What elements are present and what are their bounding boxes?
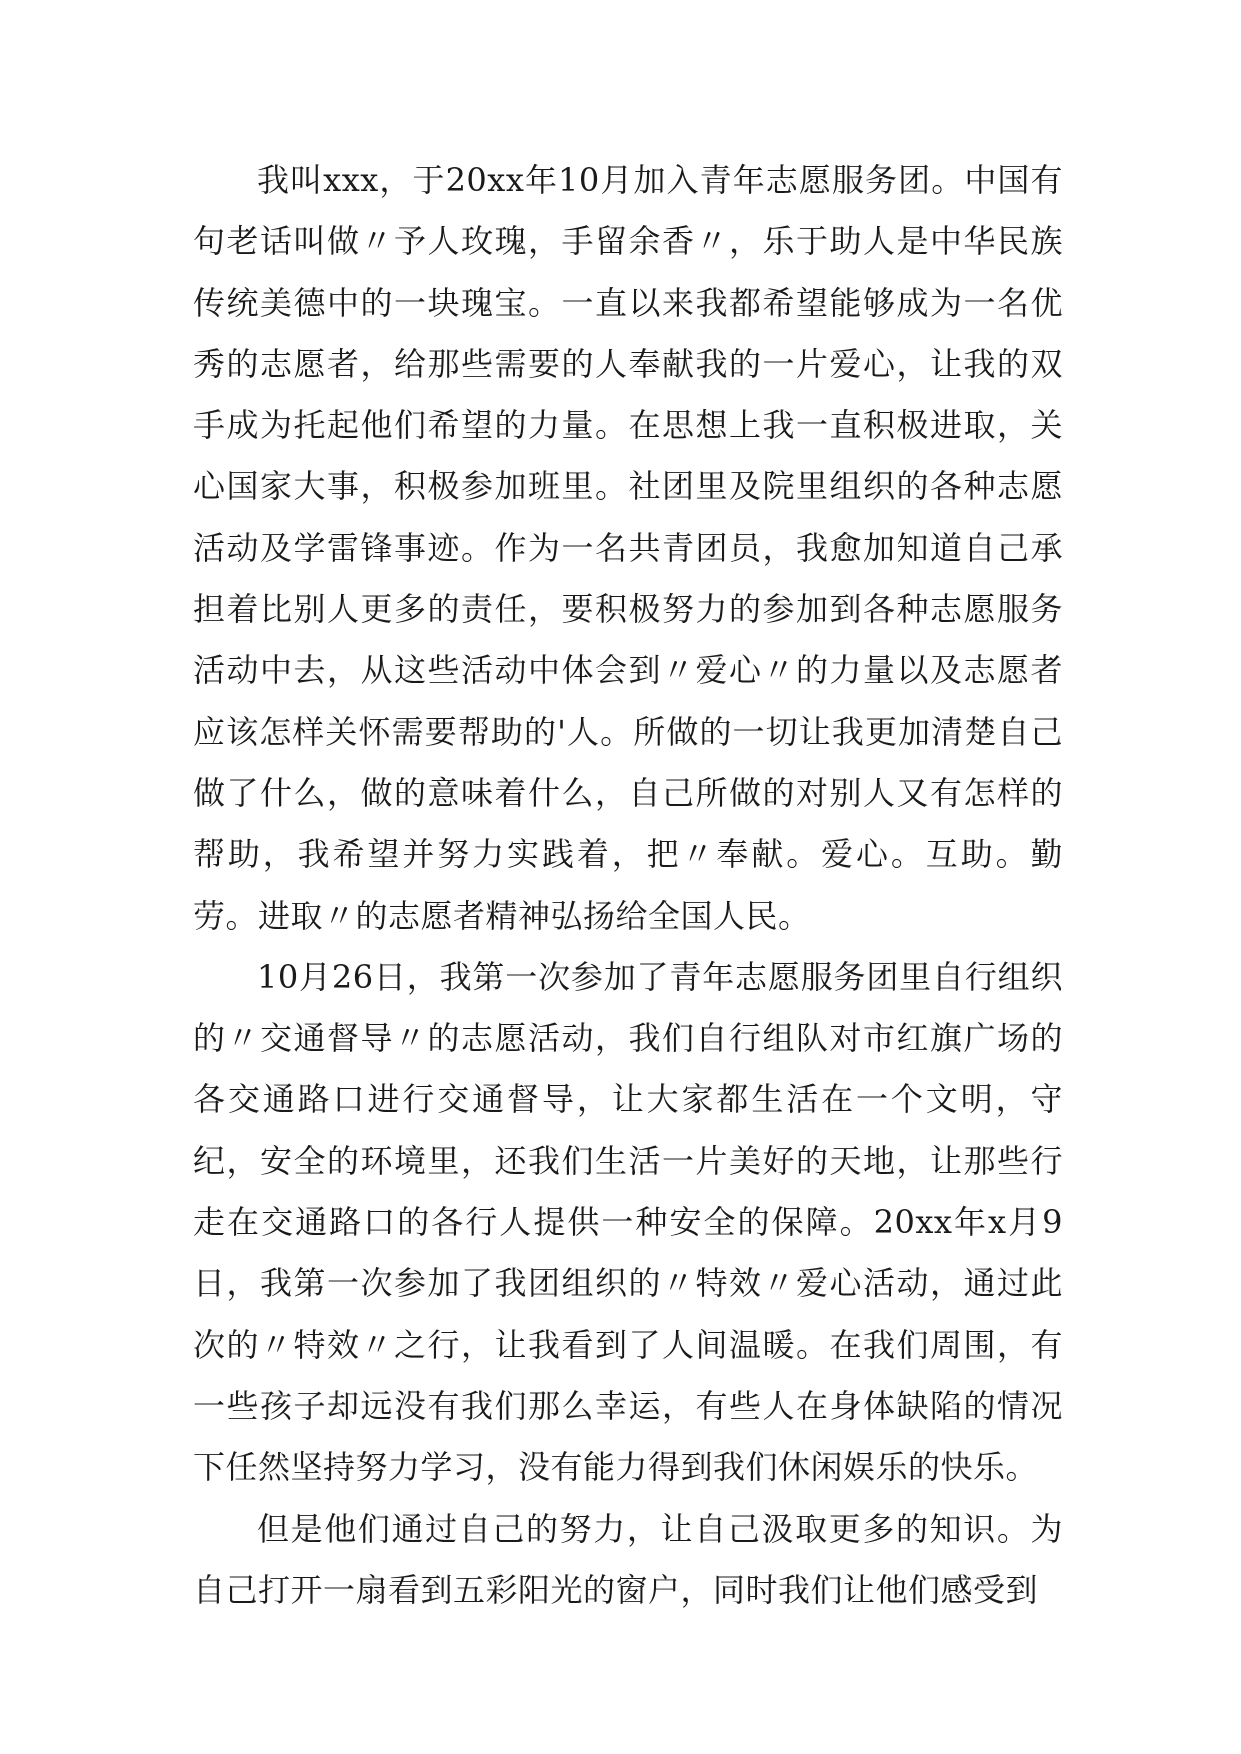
document-body xyxy=(193,150,1063,1621)
paragraph-3: 但是他们通过自己的努力，让自己汲取更多的知识。为自己打开一扇看到五彩阳光的窗户，同时我们让他们感受到 xyxy=(193,1509,1063,1609)
paragraph-2: 10月26日，我第一次参加了青年志愿服务团里自行组织的〃交通督导〃的志愿活动，我们自行组队对市红旗广场的各交通路口进行交通督导，让大家都生活在一个文明，守纪，安全的环境里，还我们生活一片美好的天地，让那些行走在交通路口的各行人提供一种安全的保障。20xx年x月9日，我第一次参加了我团组织的〃特效〃爱心活动，通过此次的〃特效〃之行，让我看到了人间温暖。在我们周围，有一些孩子却远没有我们那么幸运，有些人在身体缺陷的情况下任然坚持努力学习，没有能力得到我们休闲娱乐的快乐。 xyxy=(193,957,1063,1487)
paragraph-1: 我叫xxx，于20xx年10月加入青年志愿服务团。中国有句老话叫做〃予人玫瑰，手留余香〃，乐于助人是中华民族传统美德中的一块瑰宝。一直以来我都希望能够成为一名优秀的志愿者，给那些需要的人奉献我的一片爱心，让我的双手成为托起他们希望的力量。在思想上我一直积极进取，关心国家大事，积极参加班里。社团里及院里组织的各种志愿活动及学雷锋事迹。作为一名共青团员，我愈加知道自己承担着比别人更多的责任，要积极努力的参加到各种志愿服务活动中去，从这些活动中体会到〃爱心〃的力量以及志愿者应该怎样关怀需要帮助的'人。所做的一切让我更加清楚自己做了什么，做的意味着什么，自己所做的对别人又有怎样的帮助，我希望并努力实践着，把〃奉献。爱心。互助。勤劳。进取〃的志愿者精神弘扬给全国人民。 xyxy=(193,161,1063,935)
